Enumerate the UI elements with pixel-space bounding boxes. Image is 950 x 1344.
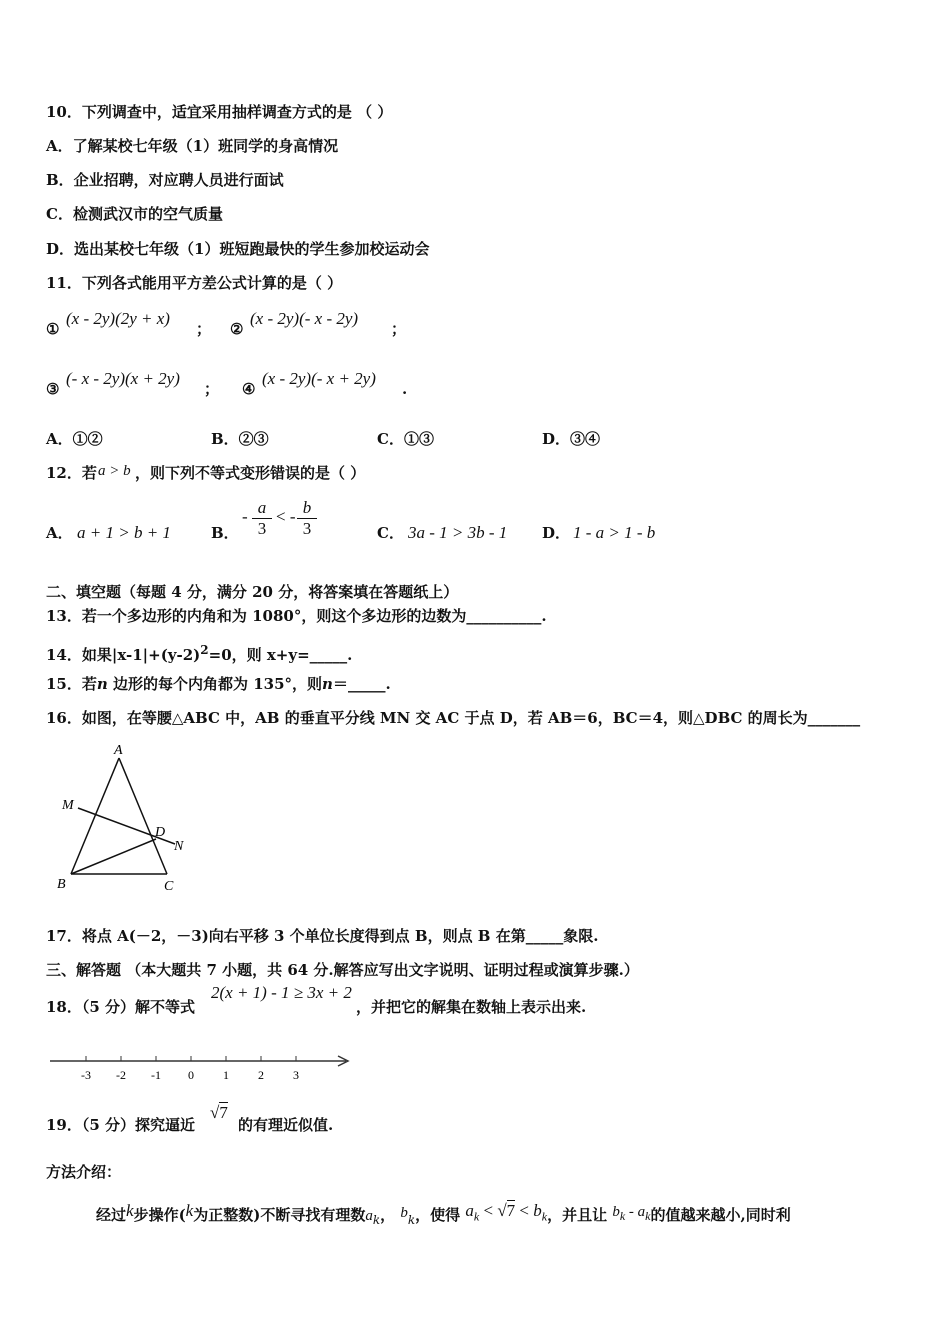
method-paragraph [96, 1198, 791, 1233]
method-ineq-a: a [465, 1201, 474, 1220]
q11-option-c: C．①③ [377, 430, 434, 448]
sqrt-icon: √ [497, 1201, 507, 1220]
q11-expr-2: (x - 2y)(- x - 2y) [250, 309, 359, 328]
method-bk-sub: k [407, 1213, 416, 1227]
tick-label: -1 [151, 1068, 161, 1082]
method-p4: ，使得 [415, 1206, 461, 1224]
q15-n: n [96, 675, 108, 693]
q14-sup: 2 [200, 643, 209, 657]
method-p1: 经过 [96, 1206, 127, 1224]
method-inequality [465, 1201, 548, 1224]
q15-pre: 15．若 [46, 675, 97, 693]
method-difference [612, 1204, 651, 1223]
tick-label: 1 [223, 1068, 229, 1082]
q11-mark-3: ③ [46, 380, 60, 398]
q16: 16．如图，在等腰△ABC 中，AB 的垂直平分线 MN 交 AC 于点 D，若 AB＝6，BC＝4，则△DBC 的周长为_______ [46, 709, 861, 727]
label-D: D [155, 825, 166, 840]
q12-b-frac-2 [297, 498, 317, 539]
q19-post: 的有理近似值. [238, 1116, 334, 1134]
q12-stem-pre: 12．若 [46, 464, 97, 482]
q12-b-num-1: a [252, 498, 272, 519]
q12-b-frac-1 [252, 498, 272, 539]
method-diff-b: b [612, 1204, 620, 1220]
method-comma: ， [380, 1206, 396, 1224]
q12-b-neg: - [242, 507, 248, 526]
method-diff-a-sub: k [645, 1209, 651, 1223]
label-M: M [62, 798, 74, 813]
method-p6: 的值越来越小,同时利 [650, 1206, 791, 1224]
tick-label: -2 [116, 1068, 126, 1082]
method-ineq-lt: < [483, 1201, 494, 1220]
method-k2: k [185, 1201, 194, 1220]
q11-sep-4: . [402, 380, 408, 398]
q12-b-den-1: 3 [257, 519, 267, 538]
method-ak-sub: k [372, 1213, 381, 1227]
method-p3: 为正整数)不断寻找有理数 [193, 1206, 366, 1224]
q10-option-d: D．选出某校七年级（1）班短跑最快的学生参加校运动会 [46, 240, 430, 258]
number-line [46, 1048, 356, 1084]
q15-post: ＝_____. [332, 675, 391, 693]
method-p5: ，并且让 [547, 1206, 608, 1224]
sqrt-icon: √ [210, 1103, 220, 1122]
q11-mark-1: ① [46, 320, 60, 338]
q10-stem: 10．下列调查中，适宜采用抽样调查方式的是 （ ） [46, 103, 393, 121]
q12-c-label: C． [377, 524, 404, 542]
q14-post: =0，则 x+y=_____. [208, 646, 353, 664]
method-ineq-b: b [533, 1201, 542, 1220]
method-ineq-lt2: < [519, 1201, 529, 1220]
tick-label: 2 [258, 1068, 264, 1082]
q12-a-expr: a + 1 > b + 1 [77, 523, 171, 542]
q12-c-expr: 3a - 1 > 3b - 1 [408, 523, 508, 542]
q10-option-a: A．了解某校七年级（1）班同学的身高情况 [46, 137, 339, 155]
method-diff-a: a [637, 1204, 646, 1220]
method-k1: k [126, 1201, 134, 1220]
q12-condition: a > b [98, 463, 131, 479]
tick-label: -3 [81, 1068, 91, 1082]
method-ineq-b-sub: k [541, 1209, 548, 1224]
q10-option-b: B．企业招聘，对应聘人员进行面试 [46, 171, 284, 189]
q12-d-label: D． [542, 524, 571, 542]
q14 [46, 641, 352, 664]
q12-b-rel: < - [276, 507, 296, 526]
q11-stem: 11．下列各式能用平方差公式计算的是（ ） [46, 274, 343, 292]
q14-pre: 14．如果|x-1|+(y-2) [46, 646, 201, 664]
q11-mark-2: ② [230, 320, 244, 338]
q17: 17．将点 A(－2，－3)向右平移 3 个单位长度得到点 B，则点 B 在第_____象限. [46, 927, 599, 945]
q18-expr: 2(x + 1) - 1 ≥ 3x + 2 [211, 983, 352, 1002]
q12-a-label: A． [46, 524, 73, 542]
q15-n2: n [322, 675, 333, 693]
label-N: N [174, 839, 184, 854]
q19-root [210, 1104, 228, 1122]
q11-option-b: B．②③ [211, 430, 269, 448]
tick-label: 3 [293, 1068, 299, 1082]
q18-pre: 18．（5 分）解不等式 [46, 998, 196, 1016]
label-C: C [164, 879, 174, 894]
q19-radicand: 7 [219, 1103, 228, 1122]
method-ineq-a-sub: k [473, 1209, 480, 1224]
triangle-figure [50, 740, 200, 895]
q15 [46, 675, 391, 693]
q12-b-label: B． [211, 524, 239, 542]
q11-sep-2: ； [391, 320, 407, 338]
q11-option-a: A．①② [46, 430, 103, 448]
q12-b-num-2: b [297, 498, 317, 519]
q11-sep-1: ； [196, 320, 212, 338]
q15-mid: 边形的每个内角都为 135°，则 [107, 675, 323, 693]
q18-post: ，并把它的解集在数轴上表示出来. [356, 998, 587, 1016]
tick-label: 0 [188, 1068, 194, 1082]
section-2-heading: 二、填空题（每题 4 分，满分 20 分，将答案填在答题纸上） [46, 583, 459, 601]
q11-mark-4: ④ [242, 380, 256, 398]
q12-b-den-2: 3 [302, 519, 312, 538]
q12-stem-post: ，则下列不等式变形错误的是（ ） [135, 464, 366, 482]
section-3-heading: 三、解答题 （本大题共 7 小题，共 64 分.解答应写出文字说明、证明过程或演算步骤.） [46, 961, 639, 979]
q11-expr-3: (- x - 2y)(x + 2y) [66, 369, 180, 388]
q19-pre: 19．（5 分）探究逼近 [46, 1116, 196, 1134]
q11-option-d: D．③④ [542, 430, 601, 448]
q11-sep-3: ； [204, 380, 220, 398]
q11-expr-1: (x - 2y)(2y + x) [66, 309, 170, 328]
method-diff-minus: - [628, 1204, 634, 1220]
q13: 13．若一个多边形的内角和为 1080°，则这个多边形的边数为__________. [46, 607, 547, 625]
q11-expr-4: (x - 2y)(- x + 2y) [262, 369, 376, 388]
label-A: A [114, 743, 123, 758]
q10-option-c: C．检测武汉市的空气质量 [46, 205, 223, 223]
method-diff-b-sub: k [619, 1209, 626, 1223]
label-B: B [57, 877, 66, 892]
method-bk: b [400, 1205, 408, 1221]
method-ineq-root: 7 [506, 1201, 516, 1220]
method-title: 方法介绍： [46, 1163, 122, 1181]
method-p2: 步操作( [133, 1206, 186, 1224]
q12-d-expr: 1 - a > 1 - b [573, 523, 656, 542]
method-ak: a [365, 1208, 373, 1224]
